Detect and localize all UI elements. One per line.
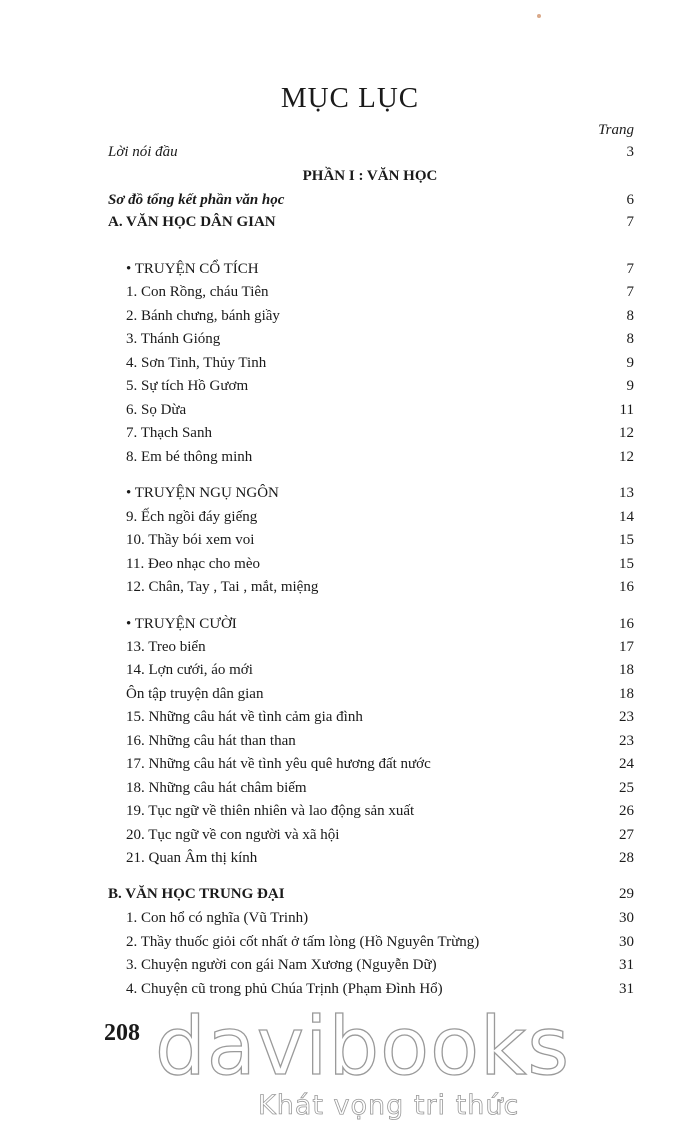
toc-entry-page: 12 bbox=[619, 449, 634, 465]
toc-entry-page: 17 bbox=[619, 639, 634, 655]
toc-entry bbox=[126, 402, 634, 424]
paper-speck bbox=[537, 14, 541, 18]
toc-entry-page: 18 bbox=[619, 686, 634, 702]
toc-entry bbox=[126, 331, 634, 353]
toc-entry-label: B. VĂN HỌC TRUNG ĐẠI bbox=[108, 886, 285, 902]
toc-entry bbox=[126, 425, 634, 447]
toc-entry-page: 14 bbox=[619, 509, 634, 525]
toc-entry-label: 11. Đeo nhạc cho mèo bbox=[126, 556, 260, 572]
toc-entry-page: 7 bbox=[626, 214, 634, 230]
toc-entry-page: 8 bbox=[626, 331, 634, 347]
page-title: MỤC LỤC bbox=[280, 82, 420, 114]
toc-entry-page: 28 bbox=[619, 850, 634, 866]
toc-entry-page: 30 bbox=[619, 910, 634, 926]
toc-entry-label: 14. Lợn cưới, áo mới bbox=[126, 662, 253, 678]
toc-entry-label: 18. Những câu hát châm biếm bbox=[126, 780, 307, 796]
toc-entry-page: 15 bbox=[619, 532, 634, 548]
toc-entry-page: 29 bbox=[619, 886, 634, 902]
toc-entry-page: 7 bbox=[626, 284, 634, 300]
toc-entry-page: 24 bbox=[619, 756, 634, 772]
toc-group-heading bbox=[126, 261, 634, 283]
toc-entry bbox=[126, 803, 634, 825]
toc-entry bbox=[126, 686, 634, 708]
toc-entry-page: 30 bbox=[619, 934, 634, 950]
toc-entry-label: 3. Thánh Gióng bbox=[126, 331, 221, 347]
toc-entry bbox=[126, 733, 634, 755]
toc-entry-page: 15 bbox=[619, 556, 634, 572]
toc-entry-label: 5. Sự tích Hồ Gươm bbox=[126, 378, 249, 394]
toc-entry-page: 9 bbox=[626, 378, 634, 394]
toc-entry-label: 15. Những câu hát về tình cảm gia đình bbox=[126, 709, 363, 725]
toc-entry-label: 9. Ếch ngồi đáy giếng bbox=[126, 509, 258, 525]
toc-entry-label: 21. Quan Âm thị kính bbox=[126, 850, 258, 866]
toc-entry-label: Sơ đồ tổng kết phần văn học bbox=[108, 192, 285, 208]
toc-entry bbox=[126, 449, 634, 471]
toc-entry-label: Lời nói đầu bbox=[108, 144, 178, 160]
toc-entry-label: 13. Treo biển bbox=[126, 639, 206, 655]
toc-entry-page: 8 bbox=[626, 308, 634, 324]
toc-entry-label: A. VĂN HỌC DÂN GIAN bbox=[108, 214, 276, 230]
toc-entry bbox=[126, 756, 634, 778]
page-number: 208 bbox=[104, 1020, 140, 1046]
toc-entry-page: 23 bbox=[619, 709, 634, 725]
toc-section-heading bbox=[108, 214, 634, 236]
toc-entry-label: 20. Tục ngữ về con người và xã hội bbox=[126, 827, 340, 843]
toc-entry bbox=[126, 850, 634, 872]
toc-entry-page: 7 bbox=[626, 261, 634, 277]
toc-entry bbox=[126, 639, 634, 661]
toc-section-heading bbox=[108, 886, 634, 908]
toc-entry bbox=[108, 192, 634, 214]
toc-entry-label: 8. Em bé thông minh bbox=[126, 449, 253, 465]
toc-entry-label: 2. Thầy thuốc giỏi cốt nhất ở tấm lòng (Hồ Nguyên Trừng) bbox=[126, 934, 480, 950]
toc-entry bbox=[126, 308, 634, 330]
toc-entry-page: 3 bbox=[626, 144, 634, 160]
toc-entry-label: • TRUYỆN CƯỜI bbox=[126, 616, 237, 632]
toc-entry bbox=[126, 378, 634, 400]
toc-entry bbox=[126, 934, 634, 956]
toc-entry-page: 16 bbox=[619, 579, 634, 595]
part-heading: PHẦN I : VĂN HỌC bbox=[302, 168, 438, 184]
toc-entry-page: 26 bbox=[619, 803, 634, 819]
toc-entry-page: 13 bbox=[619, 485, 634, 501]
toc-group-heading bbox=[126, 485, 634, 507]
toc-entry-page: 23 bbox=[619, 733, 634, 749]
watermark-brand: davibooks bbox=[155, 1000, 571, 1093]
toc-entry-page: 6 bbox=[626, 192, 634, 208]
toc-entry bbox=[108, 144, 634, 166]
toc-entry bbox=[126, 780, 634, 802]
toc-entry-label: 1. Con hổ có nghĩa (Vũ Trinh) bbox=[126, 910, 309, 926]
toc-entry-label: 1. Con Rồng, cháu Tiên bbox=[126, 284, 269, 300]
toc-entry-label: 12. Chân, Tay , Tai , mắt, miệng bbox=[126, 579, 319, 595]
toc-entry bbox=[126, 532, 634, 554]
toc-entry-label: 7. Thạch Sanh bbox=[126, 425, 212, 441]
toc-entry bbox=[126, 509, 634, 531]
toc-entry-label: 19. Tục ngữ về thiên nhiên và lao động sản xuất bbox=[126, 803, 415, 819]
toc-entry-label: 17. Những câu hát về tình yêu quê hương đất nước bbox=[126, 756, 431, 772]
toc-entry bbox=[126, 556, 634, 578]
toc-entry bbox=[126, 284, 634, 306]
toc-entry bbox=[126, 662, 634, 684]
toc-entry-label: 3. Chuyện người con gái Nam Xương (Nguyễn Dữ) bbox=[126, 957, 437, 973]
toc-entry-label: • TRUYỆN NGỤ NGÔN bbox=[126, 485, 279, 501]
toc-entry-page: 18 bbox=[619, 662, 634, 678]
toc-entry-label: Ôn tập truyện dân gian bbox=[126, 686, 264, 702]
toc-entry-page: 27 bbox=[619, 827, 634, 843]
toc-entry-label: 2. Bánh chưng, bánh giầy bbox=[126, 308, 280, 324]
toc-entry-page: 9 bbox=[626, 355, 634, 371]
toc-entry-label: 4. Sơn Tinh, Thủy Tinh bbox=[126, 355, 267, 371]
toc-entry-label: • TRUYỆN CỔ TÍCH bbox=[126, 261, 259, 277]
toc-entry bbox=[126, 910, 634, 932]
toc-entry-label: 4. Chuyện cũ trong phủ Chúa Trịnh (Phạm Đình Hổ) bbox=[126, 981, 443, 997]
toc-entry-page: 11 bbox=[619, 402, 634, 418]
toc-entry-page: 12 bbox=[619, 425, 634, 441]
toc-entry bbox=[126, 579, 634, 601]
toc-entry-page: 31 bbox=[619, 981, 634, 997]
toc-entry-page: 25 bbox=[619, 780, 634, 796]
toc-entry-label: 10. Thầy bói xem voi bbox=[126, 532, 255, 548]
page-column-header: Trang bbox=[598, 122, 634, 138]
toc-entry-label: 6. Sọ Dừa bbox=[126, 402, 187, 418]
toc-entry-page: 31 bbox=[619, 957, 634, 973]
toc-entry bbox=[126, 355, 634, 377]
toc-group-heading bbox=[126, 616, 634, 638]
toc-entry bbox=[126, 709, 634, 731]
toc-entry bbox=[126, 827, 634, 849]
toc-entry-label: 16. Những câu hát than than bbox=[126, 733, 296, 749]
watermark-tagline: Khát vọng tri thức bbox=[258, 1090, 520, 1121]
toc-entry bbox=[126, 957, 634, 979]
toc-entry-page: 16 bbox=[619, 616, 634, 632]
